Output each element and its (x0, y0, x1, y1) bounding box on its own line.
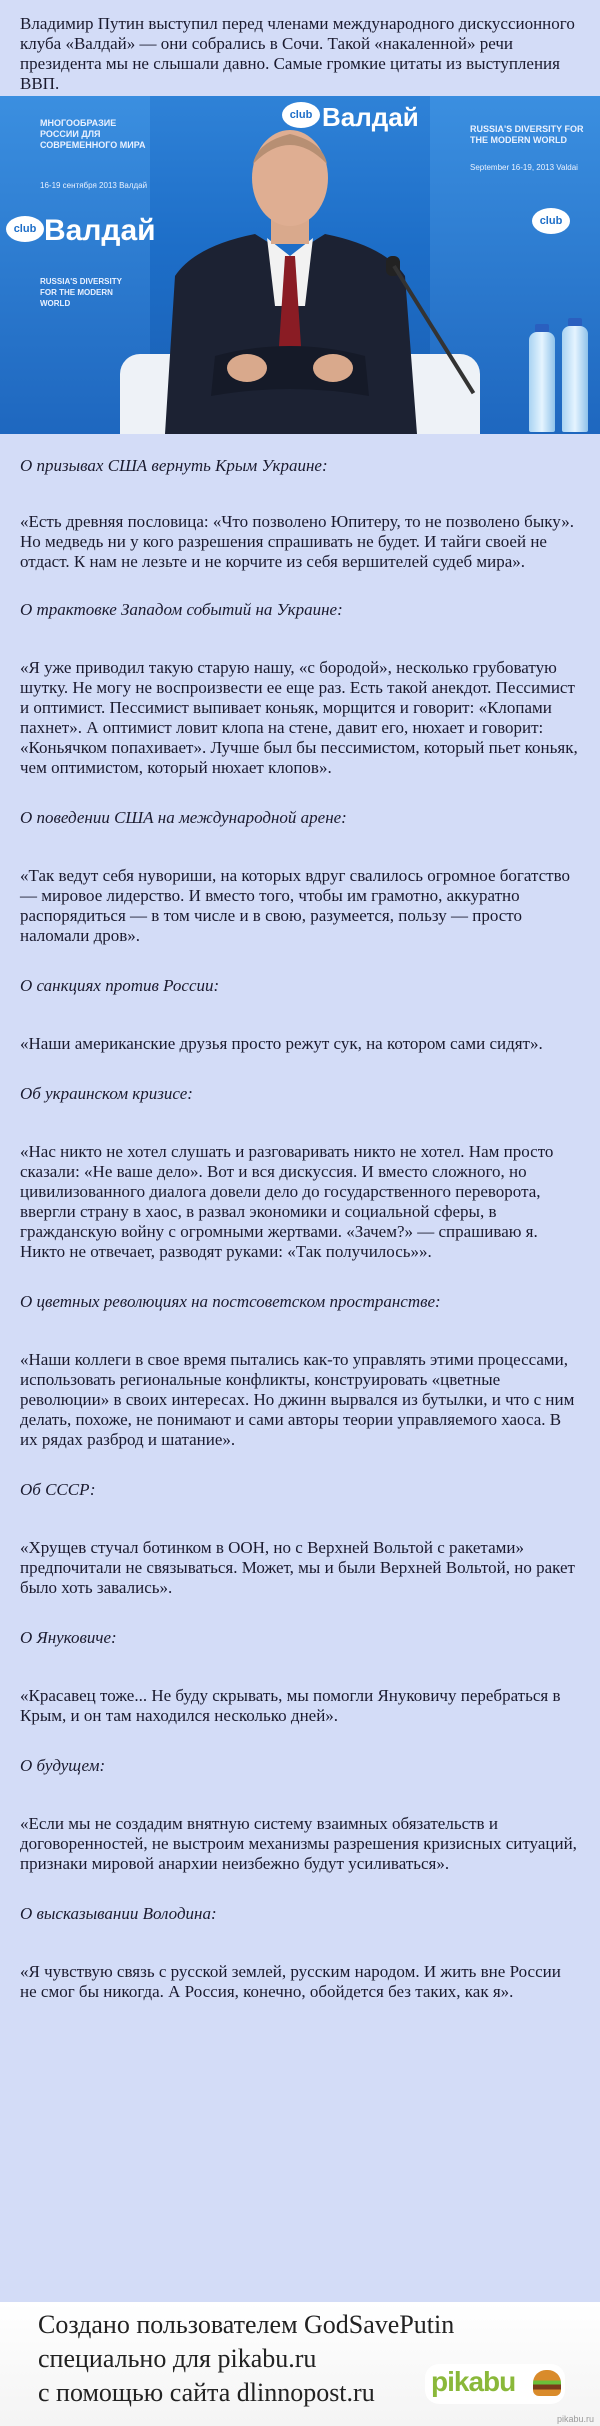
pikabu-logo[interactable] (425, 2364, 565, 2404)
section-heading: О трактовке Западом событий на Украине: (20, 600, 343, 619)
footer-credit-line-site[interactable]: специально для pikabu.ru (38, 2344, 317, 2373)
section-heading: Об украинском кризисе: (20, 1084, 193, 1103)
valdai-logo-top: Валдай (322, 102, 419, 132)
quotes-list (0, 456, 600, 2002)
section-quote: «Красавец тоже... Не буду скрывать, мы помогли Януковичу перебраться в Крым, и он там находился несколько дней». (20, 1686, 561, 1725)
section-heading: О будущем: (20, 1756, 106, 1775)
section-heading: О призывах США вернуть Крым Украине: (20, 456, 328, 475)
club-bubble-logo-right: club (532, 208, 570, 234)
section-quote: «Хрущев стучал ботинком в ООН, но с Верхней Вольтой с ракетами» предпочитали не связываться. Может, мы и были Верхней Вольтой, но ракет было хоть завались». (20, 1538, 575, 1597)
section-heading: О цветных революциях на постсоветском пространстве: (20, 1292, 441, 1311)
section-heading: О Януковиче: (20, 1628, 117, 1647)
section-quote: «Я чувствую связь с русской землей, русским народом. И жить вне России не смог бы никогда. А Россия, конечно, обойдется без таких, как я». (20, 1962, 561, 2001)
pikabu-logo-text: pikabu (431, 2366, 516, 2397)
section-quote: «Нас никто не хотел слушать и разговаривать никто не хотел. Нам просто сказали: «Не ваше дело». Вот и вся дискуссия. И вместо сложного, но цивилизованного диалога довели дело до государственного переворота, ввергли страну в хаос, в развал экономики и социальной сферы, в гражданскую войну с огромными жертвами. «Зачем?» — спрашиваю я. Никто не отвечает, разводят руками: «Так получилось»». (20, 1142, 554, 1261)
burger-icon (533, 2370, 561, 2396)
backdrop-date-left: 16-19 сентября 2013 Валдай (40, 181, 148, 190)
section-quote: «Есть древняя пословица: «Что позволено Юпитеру, то не позволено быку». Но медведь ни у кого разрешения спрашивать не будет. И тайги своей не отдаст. К нам не лезьте и не корчите из себя вершителей судеб мира». (20, 512, 574, 571)
footer-credit (38, 2308, 458, 2410)
backdrop-caption-left-lower: RUSSIA'S DIVERSITY FOR THE MODERN WORLD (40, 277, 122, 308)
footer-credit-line-author: Создано пользователем GodSavePutin (38, 2310, 455, 2339)
club-bubble-logo-top: club (282, 102, 320, 128)
backdrop-date-right: September 16-19, 2013 Valdai (470, 163, 578, 172)
putin-photo (0, 96, 600, 434)
club-bubble-logo: club (6, 216, 44, 242)
footer-banner (0, 2302, 600, 2426)
backdrop-caption-left: МНОГООБРАЗИЕ РОССИИ ДЛЯ СОВРЕМЕННОГО МИРА (40, 118, 146, 150)
section-heading: О поведении США на международной арене: (20, 808, 347, 827)
section-quote: «Я уже приводил такую старую нашу, «с бородой», несколько грубоватую шутку. Не могу не воспроизвести ее еще раз. Есть такой анекдот. Пессимист и оптимист. Пессимист выпивает коньяк, морщится и говорит: «Клопами пахнет». А оптимист ловит клопа на стене, давит его, нюхает и говорит: «Коньячком попахивает». Лучше был бы пессимистом, который пьет коньяк, чем оптимистом, который нюхает клопов». (20, 658, 578, 777)
intro-text: Владимир Путин выступил перед членами международного дискуссионного клуба «Валдай» — они собрались в Сочи. Такой «накаленной» речи президента мы не слышали давно. Самые громкие цитаты из выступления ВВП. (20, 14, 575, 93)
watermark: pikabu.ru (556, 2414, 594, 2424)
water-bottle-icon (529, 332, 555, 432)
footer-credit-line-tool[interactable]: с помощью сайта dlinnopost.ru (38, 2378, 375, 2407)
section-quote: «Наши коллеги в свое время пытались как-то управлять этими процессами, использовать региональные конфликты, конструировать «цветные революции» в своих интересах. Но джинн вырвался из бутылки, и что с ним делать, похоже, не понимают и сами авторы теории управляемого хаоса. В их рядах разброд и шатание». (20, 1350, 575, 1449)
valdai-logo-left: Валдай (44, 214, 156, 247)
section-quote: «Наши американские друзья просто режут сук, на котором сами сидят». (20, 1034, 543, 1053)
water-bottle-icon (562, 326, 588, 432)
section-heading: О санкциях против России: (20, 976, 220, 995)
backdrop-caption-right: RUSSIA'S DIVERSITY FOR THE MODERN WORLD (470, 124, 584, 145)
section-heading: Об СССР: (20, 1480, 96, 1499)
section-heading: О высказывании Володина: (20, 1904, 217, 1923)
section-quote: «Так ведут себя нувориши, на которых вдруг свалилось огромное богатство — мировое лидерство. И вместо того, чтобы им грамотно, аккуратно распорядиться — в том числе и в свою, разумеется, пользу — просто наломали дров». (20, 866, 571, 945)
speaker-figure (155, 106, 425, 434)
section-quote: «Если мы не создадим внятную систему взаимных обязательств и договоренностей, не выстроим механизмы разрешения кризисных ситуаций, признаки мировой анархии неизбежно будут усиливаться». (20, 1814, 577, 1873)
